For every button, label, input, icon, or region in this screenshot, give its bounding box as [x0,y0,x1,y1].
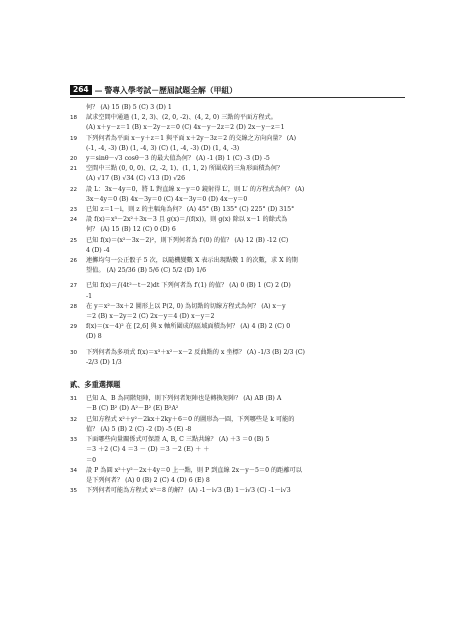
question-text: 已知 f(x)＝∫(4t²－t－2)dt 下列何者為 f′(1) 的值？ (A) 0 (B) 1 (C) 2 (D) -1 [86,282,291,300]
question-22 [70,185,405,205]
question-text: 設 P 為圓 x²＋y²－2x＋4y＝0 上一點，則 P 到直線 2x－y－5＝0 的距離可以 是下列何者？ (A) 0 (B) 2 (C) 4 (D) 6 (E) 8 [86,466,302,484]
question-number: 22 [70,186,78,193]
question-23 [70,205,405,215]
question-text: 設 f(x)＝x³－2x²＋3x－3 且 g(x)＝∫(f(x))，則 g(x) 除以 x－1 的餘式為 何？ (A) 15 (B) 12 (C) 0 (D) 6 [86,216,288,234]
question-35 [70,486,405,496]
question-number: 34 [70,467,78,474]
question-17-tail [70,103,405,113]
question-text: 下列何者可能為方程式 x³＝8 的解？ (A) -1－i√3 (B) 1－i√3 (C) -1－i√3 [86,487,291,495]
question-text: 已知方程式 x²＋y²－2kx＋2ky＋6＝0 的圖形為一圓，下列哪些是 k 可能的 值？ (A) 5 (B) 2 (C) -2 (D) -5 (E) -8 [86,415,295,433]
question-text: 空間中三點 (0, 0, 0)、(2, -2, 1)、(1, 1, 2) 所圍成的三角形面積為何？ (A) √17 (B) √34 (C) √13 (D) √26 [86,165,284,183]
question-number: 25 [70,237,78,244]
question-31 [70,394,405,414]
question-number: 28 [70,303,78,310]
question-19 [70,134,405,154]
question-text: 已知 A、B 為同階矩陣，則下列何者矩陣也是轉換矩陣？ (A) AB (B) A －B (C) B² (D) A²－B² (E) B²A² [86,395,282,413]
question-34 [70,466,405,486]
question-29 [70,322,405,342]
question-text: 下列何者為平面 x－y＋z＝1 與平面 x＋2y－3z＝2 的交線之方向向量？ (A) (-1, -4, -3) (B) (1, -4, 3) (C) (1, -4, -3) (D) (1, 4, -3) [86,134,297,152]
question-number: 26 [70,258,78,265]
question-number: 33 [70,437,78,444]
question-text: 連擲均勻一公正骰子 5 次，以隨機變數 X 表示出現點數 1 的次數，求 X 的期 望值。 (A) 25/36 (B) 5/6 (C) 5/2 (D) 1/6 [86,257,298,275]
question-text: y＝sinθ－√3 cosθ－3 的最大值為何？ (A) -1 (B) 1 (C) -3 (D) -5 [86,155,270,163]
question-number: 20 [70,156,78,163]
question-number: 18 [70,115,78,122]
question-30 [70,348,405,368]
question-21 [70,164,405,184]
question-text: 已知 z＝1－i，則 z 的主幅角為何？ (A) 45° (B) 135° (C) 225° (D) 315° [86,206,295,214]
header-separator: — [94,85,103,95]
question-number: 35 [70,488,78,495]
question-20 [70,154,405,164]
question-text: 下面哪些向量關係式可保證 A, B, C 三點共線？ (A) ＋3 ＝0 (B) 5 ＝3 ＋2 (C) 4 ＝3 － (D) ＝3 －2 (E) ＋ ＋ ＝0 [86,436,270,464]
question-24 [70,215,405,235]
page-header [70,83,405,98]
question-text: 在 y＝x²－3x＋2 圖形上以 P(2, 0) 為切點的切線方程式為何？ (A) x－y ＝2 (B) x－2y＝2 (C) 2x－y＝4 (D) x－y＝2 [86,302,286,321]
question-number: 19 [70,135,78,142]
question-number: 32 [70,416,78,423]
question-number [70,103,86,113]
question-26 [70,256,405,276]
question-number: 23 [70,207,78,214]
question-body [70,103,405,496]
question-27 [70,281,405,301]
question-number: 21 [70,166,78,173]
question-text: 設 L：3x－4y＝0，將 L 對直線 x－y＝0 鏡射得 L′，則 L′ 的方程式為何？ (A) 3x－4y＝0 (B) 4x－3y＝0 (C) 4x－3y＝0 (D) 4x－y＝0 [86,185,305,203]
question-33 [70,435,405,466]
question-number: 27 [70,283,78,290]
page-number: 264 [70,85,92,95]
question-text: 已知 f(x)＝(x²－3x－2)²，則下列何者為 f′(0) 的值？ (A) 12 (B) -12 (C) 4 (D) -4 [86,236,289,254]
header-title: 警專入學考試－歷屆試題全解（甲組） [104,85,237,95]
question-text: 下列何者為多項式 f(x)＝x³＋x²－x－2 反曲點的 x 坐標？ (A) -1/3 (B) 2/3 (C) -2/3 (D) 1/3 [86,348,305,366]
question-number: 31 [70,396,78,403]
question-text: 何？ (A) 15 (B) 5 (C) 3 (D) 1 [86,104,172,111]
question-25 [70,236,405,256]
question-number: 30 [70,349,78,356]
question-number: 29 [70,324,78,331]
section-title: 貳、多重選擇題 [70,380,121,390]
question-number: 24 [70,217,78,224]
question-text: f(x)＝(x－4)² 在 [2,6] 與 x 軸所圍成的區域面積為何？ (A) 4 (B) 2 (C) 0 (D) 8 [86,323,291,341]
question-32 [70,415,405,435]
question-18 [70,113,405,133]
question-28 [70,302,405,322]
question-text: 試求空間中通過 (1, 2, 3)、(2, 0, -2)、(4, 2, 0) 三點的平面方程式。 (A) x＋y－z＝1 (B) x－2y－z＝0 (C) 4x－y－2z＝2 (D) 2x－y－z＝1 [86,114,285,132]
